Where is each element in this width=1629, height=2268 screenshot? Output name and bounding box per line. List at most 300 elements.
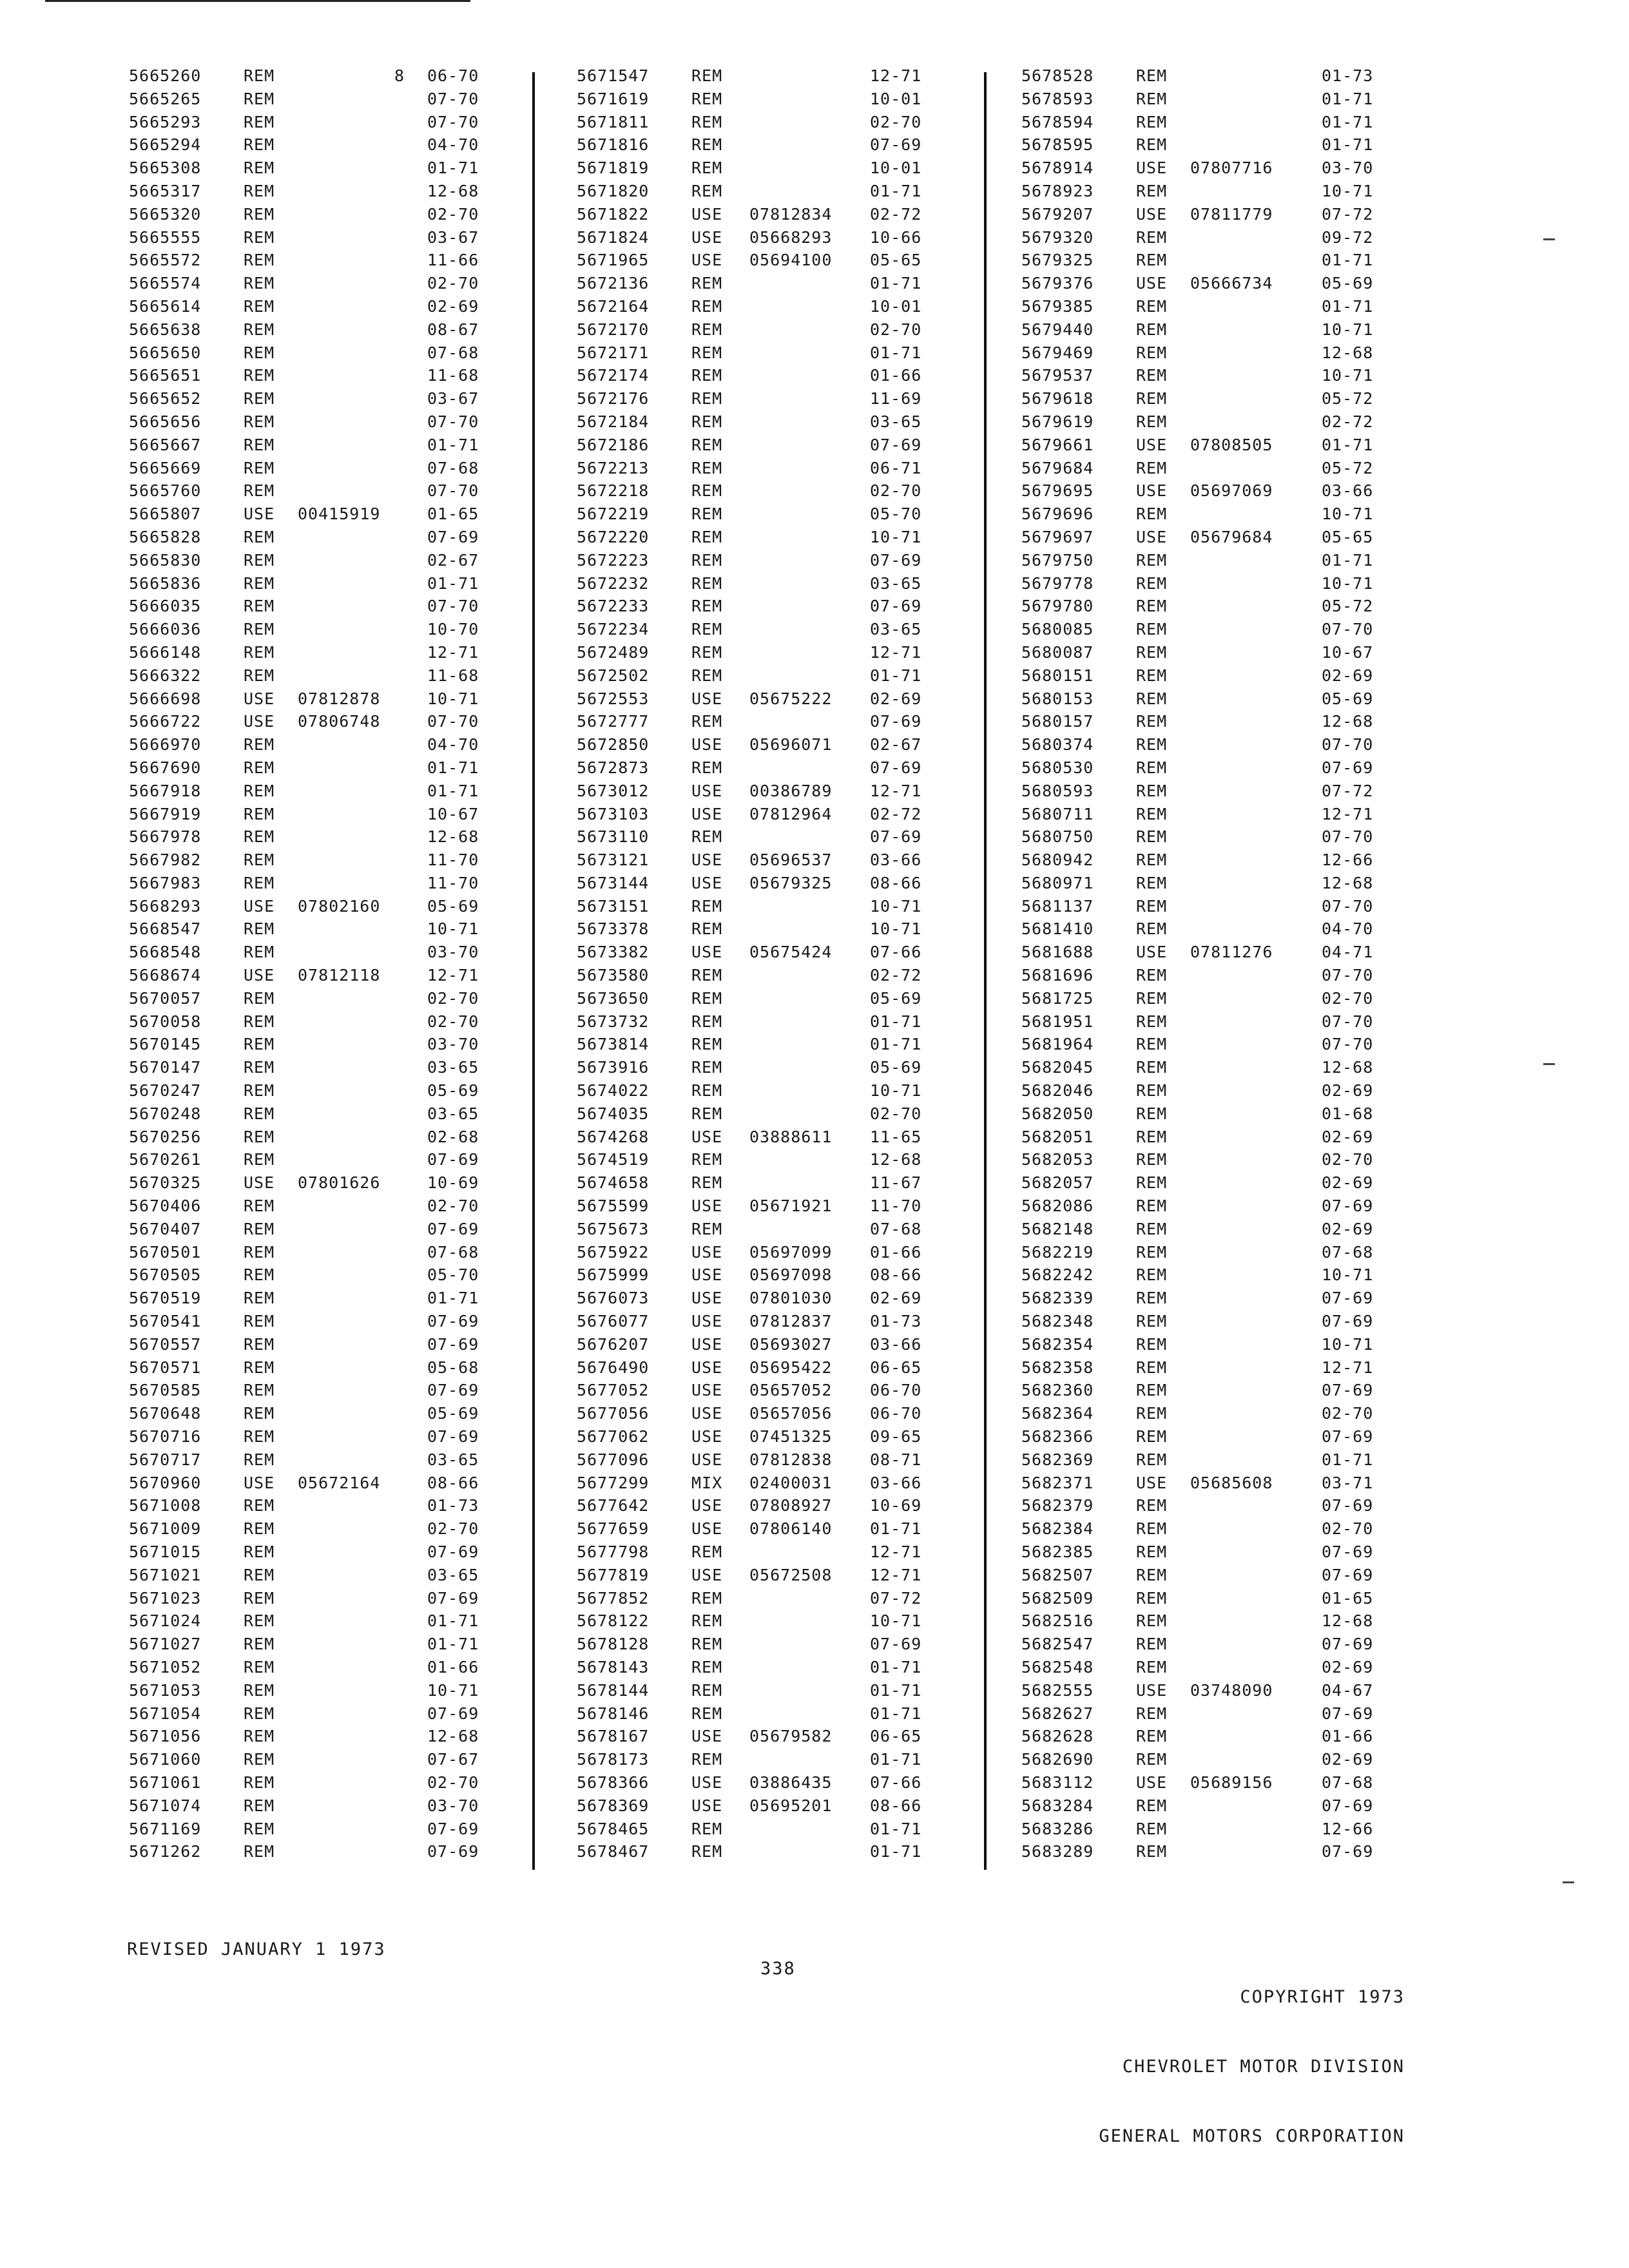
date-code: 01-71 — [870, 1519, 922, 1539]
date-code: 11-67 — [870, 1173, 922, 1193]
date-code: 03-67 — [427, 389, 479, 408]
action-code: REM — [691, 758, 723, 777]
part-number: 5680157 — [1021, 712, 1094, 731]
division-line: CHEVROLET MOTOR DIVISION — [1122, 2057, 1405, 2077]
action-code: REM — [244, 804, 275, 823]
date-code: 01-71 — [427, 159, 479, 178]
part-number: 5678366 — [577, 1773, 650, 1792]
date-code: 07-69 — [870, 597, 922, 616]
date-code: 07-70 — [427, 481, 479, 501]
action-code: REM — [691, 274, 723, 293]
date-code: 07-69 — [1322, 1842, 1374, 1861]
action-code: REM — [244, 458, 275, 477]
action-code: REM — [1136, 505, 1168, 524]
action-code: REM — [244, 1265, 275, 1285]
part-number: 5680151 — [1021, 666, 1094, 685]
date-code: 07-69 — [1322, 1427, 1374, 1446]
part-number: 5679661 — [1021, 435, 1094, 454]
action-code: REM — [691, 435, 723, 454]
action-code: REM — [244, 89, 275, 108]
part-number: 5671819 — [577, 159, 650, 178]
action-code: REM — [1136, 296, 1168, 316]
action-code: REM — [244, 1334, 275, 1354]
part-number: 5671824 — [577, 227, 650, 247]
part-number: 5672502 — [577, 666, 650, 685]
date-code: 02-69 — [1322, 1127, 1374, 1146]
action-code: USE — [1136, 435, 1168, 454]
action-code: REM — [691, 89, 723, 108]
part-number: 5665652 — [129, 389, 202, 408]
replacement-number: 05668293 — [749, 227, 833, 247]
replacement-number: 05657056 — [749, 1404, 833, 1423]
part-number: 5666722 — [129, 712, 202, 731]
date-code: 02-72 — [870, 804, 922, 823]
date-code: 01-71 — [870, 1704, 922, 1723]
part-number: 5681964 — [1021, 1035, 1094, 1054]
part-number: 5670541 — [129, 1312, 202, 1331]
date-code: 01-71 — [427, 1289, 479, 1308]
action-code: REM — [1136, 89, 1168, 108]
action-code: REM — [244, 1750, 275, 1769]
date-code: 01-71 — [870, 1842, 922, 1861]
part-number: 5670585 — [129, 1381, 202, 1400]
action-code: REM — [691, 573, 723, 593]
date-code: 01-66 — [870, 366, 922, 385]
date-code: 02-69 — [1322, 1657, 1374, 1677]
action-code: REM — [1136, 1265, 1168, 1285]
part-number: 5670057 — [129, 988, 202, 1008]
date-code: 08-71 — [870, 1450, 922, 1469]
part-number: 5683112 — [1021, 1773, 1094, 1792]
part-number: 5671027 — [129, 1635, 202, 1654]
part-number: 5682086 — [1021, 1196, 1094, 1216]
part-number: 5670145 — [129, 1035, 202, 1054]
date-code: 04-70 — [427, 735, 479, 754]
action-code: REM — [691, 1104, 723, 1123]
revised-date: REVISED JANUARY 1 1973 — [127, 1939, 386, 1959]
date-code: 11-70 — [427, 850, 479, 870]
date-code: 02-70 — [427, 1196, 479, 1216]
action-code: REM — [1136, 1565, 1168, 1584]
action-code: USE — [691, 735, 723, 754]
date-code: 10-71 — [1322, 505, 1374, 524]
part-number: 5681137 — [1021, 896, 1094, 916]
date-code: 10-71 — [427, 919, 479, 939]
action-code: REM — [691, 827, 723, 847]
date-code: 01-73 — [427, 1496, 479, 1515]
action-code: REM — [691, 1542, 723, 1561]
date-code: 07-69 — [870, 435, 922, 454]
action-code: REM — [244, 251, 275, 270]
part-number: 5679619 — [1021, 412, 1094, 431]
date-code: 07-69 — [870, 827, 922, 847]
date-code: 01-71 — [1322, 112, 1374, 131]
part-number: 5673580 — [577, 966, 650, 985]
part-number: 5681688 — [1021, 943, 1094, 962]
part-number: 5675599 — [577, 1196, 650, 1216]
date-code: 08-66 — [870, 873, 922, 892]
part-number: 5672220 — [577, 527, 650, 546]
replacement-number: 05697069 — [1190, 481, 1273, 501]
action-code: REM — [244, 1657, 275, 1677]
date-code: 12-71 — [870, 66, 922, 85]
part-number: 5673121 — [577, 850, 650, 870]
part-number: 5678595 — [1021, 135, 1094, 155]
action-code: REM — [244, 135, 275, 155]
action-code: REM — [244, 159, 275, 178]
part-number: 5678467 — [577, 1842, 650, 1861]
part-number: 5665260 — [129, 66, 202, 85]
part-number: 5670406 — [129, 1196, 202, 1216]
action-code: USE — [691, 204, 723, 224]
part-number: 5682516 — [1021, 1611, 1094, 1631]
action-code: REM — [1136, 1012, 1168, 1031]
part-number: 5682690 — [1021, 1750, 1094, 1769]
date-code: 03-70 — [427, 943, 479, 962]
action-code: USE — [244, 966, 275, 985]
part-number: 5679325 — [1021, 251, 1094, 270]
date-code: 06-70 — [870, 1404, 922, 1423]
action-code: USE — [691, 1242, 723, 1262]
part-number: 5682628 — [1021, 1727, 1094, 1746]
action-code: REM — [1136, 597, 1168, 616]
action-code: USE — [1136, 1680, 1168, 1700]
date-code: 12-71 — [870, 1565, 922, 1584]
action-code: REM — [1136, 1381, 1168, 1400]
action-code: REM — [1136, 1312, 1168, 1331]
replacement-number: 05696071 — [749, 735, 833, 754]
date-code: 12-66 — [1322, 1819, 1374, 1838]
replacement-number: 07808927 — [749, 1496, 833, 1515]
action-code: REM — [244, 1680, 275, 1700]
date-code: 07-69 — [1322, 1796, 1374, 1815]
part-number: 5682045 — [1021, 1058, 1094, 1077]
date-code: 07-70 — [1322, 896, 1374, 916]
date-code: 03-65 — [870, 620, 922, 639]
part-number: 5680530 — [1021, 758, 1094, 777]
date-code: 10-67 — [1322, 642, 1374, 662]
part-number: 5672170 — [577, 320, 650, 339]
copyright-line: COPYRIGHT 1973 — [1240, 1987, 1405, 2007]
replacement-number: 07807716 — [1190, 159, 1273, 178]
margin-mark — [1563, 1881, 1574, 1883]
action-code: REM — [1136, 1173, 1168, 1193]
part-number: 5681696 — [1021, 966, 1094, 985]
part-number: 5671262 — [129, 1842, 202, 1861]
part-number: 5674268 — [577, 1127, 650, 1146]
part-number: 5682053 — [1021, 1150, 1094, 1169]
date-code: 03-70 — [1322, 159, 1374, 178]
part-number: 5682385 — [1021, 1542, 1094, 1561]
part-number: 5671024 — [129, 1611, 202, 1631]
part-number: 5672184 — [577, 412, 650, 431]
part-number: 5682050 — [1021, 1104, 1094, 1123]
action-code: REM — [244, 1773, 275, 1792]
action-code: REM — [691, 1750, 723, 1769]
replacement-number: 07812964 — [749, 804, 833, 823]
part-number: 5670261 — [129, 1150, 202, 1169]
part-number: 5671820 — [577, 181, 650, 200]
action-code: REM — [1136, 1219, 1168, 1238]
action-code: REM — [1136, 1842, 1168, 1861]
date-code: 10-71 — [870, 1611, 922, 1631]
action-code: REM — [244, 1081, 275, 1100]
date-code: 10-66 — [870, 227, 922, 247]
date-code: 01-71 — [1322, 435, 1374, 454]
part-number: 5681725 — [1021, 988, 1094, 1008]
part-number: 5678146 — [577, 1704, 650, 1723]
replacement-number: 05697098 — [749, 1265, 833, 1285]
part-number: 5670501 — [129, 1242, 202, 1262]
part-number: 5667982 — [129, 850, 202, 870]
action-code: REM — [244, 1358, 275, 1377]
date-code: 01-71 — [870, 1657, 922, 1677]
part-number: 5668547 — [129, 919, 202, 939]
action-code: REM — [1136, 1127, 1168, 1146]
action-code: REM — [244, 389, 275, 408]
date-code: 01-71 — [870, 1819, 922, 1838]
replacement-number: 07812118 — [298, 966, 381, 985]
part-number: 5672223 — [577, 550, 650, 570]
action-code: REM — [1136, 135, 1168, 155]
part-number: 5681410 — [1021, 919, 1094, 939]
action-code: REM — [244, 320, 275, 339]
action-code: REM — [1136, 1035, 1168, 1054]
action-code: REM — [1136, 873, 1168, 892]
action-code: REM — [691, 1680, 723, 1700]
part-number: 5682148 — [1021, 1219, 1094, 1238]
date-code: 05-69 — [870, 988, 922, 1008]
part-number: 5682057 — [1021, 1173, 1094, 1193]
part-number: 5671965 — [577, 251, 650, 270]
date-code: 11-68 — [427, 366, 479, 385]
action-code: REM — [691, 642, 723, 662]
date-code: 06-65 — [870, 1727, 922, 1746]
date-code: 12-71 — [427, 642, 479, 662]
action-code: REM — [691, 1635, 723, 1654]
replacement-number: 00415919 — [298, 505, 381, 524]
date-code: 07-70 — [1322, 620, 1374, 639]
part-number: 5680971 — [1021, 873, 1094, 892]
action-code: REM — [1136, 1519, 1168, 1539]
date-code: 03-66 — [870, 1334, 922, 1354]
part-number: 5665830 — [129, 550, 202, 570]
action-code: REM — [244, 1104, 275, 1123]
part-number: 5671060 — [129, 1750, 202, 1769]
action-code: REM — [244, 1150, 275, 1169]
replacement-number: 07801626 — [298, 1173, 381, 1193]
part-number: 5665308 — [129, 159, 202, 178]
part-number: 5673382 — [577, 943, 650, 962]
part-number: 5682366 — [1021, 1427, 1094, 1446]
date-code: 02-69 — [1322, 1081, 1374, 1100]
date-code: 03-66 — [1322, 481, 1374, 501]
action-code: REM — [244, 1842, 275, 1861]
action-code: REM — [244, 1058, 275, 1077]
part-number: 5671816 — [577, 135, 650, 155]
part-number: 5673151 — [577, 896, 650, 916]
action-code: REM — [691, 112, 723, 131]
part-number: 5665669 — [129, 458, 202, 477]
action-code: REM — [691, 620, 723, 639]
part-number: 5682046 — [1021, 1081, 1094, 1100]
column-divider-2 — [984, 72, 987, 1870]
date-code: 02-70 — [427, 204, 479, 224]
date-code: 10-70 — [427, 620, 479, 639]
replacement-number: 07811276 — [1190, 943, 1273, 962]
part-number: 5671822 — [577, 204, 650, 224]
date-code: 10-71 — [870, 527, 922, 546]
replacement-number: 05679582 — [749, 1727, 833, 1746]
part-number: 5677062 — [577, 1427, 650, 1446]
date-code: 10-01 — [870, 296, 922, 316]
date-code: 02-70 — [427, 988, 479, 1008]
action-code: REM — [244, 943, 275, 962]
action-code: USE — [1136, 204, 1168, 224]
date-code: 10-71 — [870, 1081, 922, 1100]
date-code: 07-69 — [870, 758, 922, 777]
part-number: 5670557 — [129, 1334, 202, 1354]
date-code: 03-70 — [427, 1796, 479, 1815]
part-number: 5671074 — [129, 1796, 202, 1815]
part-number: 5665807 — [129, 505, 202, 524]
part-number: 5680087 — [1021, 642, 1094, 662]
part-number: 5673916 — [577, 1058, 650, 1077]
part-number: 5673378 — [577, 919, 650, 939]
date-code: 02-70 — [1322, 1519, 1374, 1539]
action-code: REM — [691, 527, 723, 546]
date-code: 07-72 — [1322, 204, 1374, 224]
action-code: REM — [691, 66, 723, 85]
part-number: 5671054 — [129, 1704, 202, 1723]
action-code: REM — [244, 1242, 275, 1262]
action-code: REM — [244, 550, 275, 570]
date-code: 11-68 — [427, 666, 479, 685]
action-code: USE — [691, 1196, 723, 1216]
date-code: 11-70 — [427, 873, 479, 892]
part-number: 5679385 — [1021, 296, 1094, 316]
action-code: REM — [1136, 1334, 1168, 1354]
replacement-number: 05697099 — [749, 1242, 833, 1262]
part-number: 5670147 — [129, 1058, 202, 1077]
action-code: REM — [244, 1035, 275, 1054]
part-number: 5679780 — [1021, 597, 1094, 616]
date-code: 07-68 — [427, 458, 479, 477]
part-number: 5677659 — [577, 1519, 650, 1539]
date-code: 12-68 — [870, 1150, 922, 1169]
date-code: 07-69 — [1322, 1289, 1374, 1308]
action-code: REM — [691, 1611, 723, 1631]
part-number: 5674658 — [577, 1173, 650, 1193]
date-code: 07-70 — [1322, 827, 1374, 847]
action-code: REM — [244, 666, 275, 685]
part-number: 5670519 — [129, 1289, 202, 1308]
part-number: 5668674 — [129, 966, 202, 985]
action-code: REM — [244, 873, 275, 892]
date-code: 07-69 — [1322, 1381, 1374, 1400]
date-code: 05-69 — [427, 1404, 479, 1423]
date-code: 02-69 — [1322, 1750, 1374, 1769]
date-code: 02-67 — [427, 550, 479, 570]
part-number: 5667983 — [129, 873, 202, 892]
part-number: 5680153 — [1021, 689, 1094, 708]
date-code: 07-69 — [427, 1381, 479, 1400]
replacement-number: 05675424 — [749, 943, 833, 962]
date-code: 07-69 — [1322, 1496, 1374, 1515]
part-number: 5678143 — [577, 1657, 650, 1677]
replacement-number: 05685608 — [1190, 1473, 1273, 1492]
date-code: 07-69 — [870, 550, 922, 570]
part-number: 5682360 — [1021, 1381, 1094, 1400]
date-code: 05-68 — [427, 1358, 479, 1377]
part-number: 5679696 — [1021, 505, 1094, 524]
replacement-number: 05689156 — [1190, 1773, 1273, 1792]
action-code: REM — [1136, 620, 1168, 639]
replacement-number: 05675222 — [749, 689, 833, 708]
date-code: 12-68 — [1322, 1058, 1374, 1077]
part-number: 5682358 — [1021, 1358, 1094, 1377]
part-number: 5679778 — [1021, 573, 1094, 593]
action-code: REM — [244, 1450, 275, 1469]
action-code: REM — [691, 412, 723, 431]
date-code: 01-71 — [870, 1750, 922, 1769]
action-code: REM — [244, 1819, 275, 1838]
action-code: REM — [691, 181, 723, 200]
date-code: 07-70 — [427, 412, 479, 431]
action-code: REM — [691, 481, 723, 501]
date-code: 12-68 — [1322, 712, 1374, 731]
part-number: 5682548 — [1021, 1657, 1094, 1677]
date-code: 12-68 — [427, 1727, 479, 1746]
action-code: REM — [244, 227, 275, 247]
action-code: USE — [691, 1450, 723, 1469]
date-code: 01-71 — [870, 343, 922, 362]
action-code: REM — [244, 1704, 275, 1723]
date-code: 07-69 — [427, 1312, 479, 1331]
part-number: 5674022 — [577, 1081, 650, 1100]
action-code: REM — [1136, 412, 1168, 431]
action-code: USE — [691, 1727, 723, 1746]
date-code: 03-70 — [427, 1035, 479, 1054]
part-number: 5668548 — [129, 943, 202, 962]
action-code: REM — [1136, 689, 1168, 708]
date-code: 07-68 — [1322, 1242, 1374, 1262]
part-number: 5680942 — [1021, 850, 1094, 870]
part-number: 5672176 — [577, 389, 650, 408]
action-code: REM — [691, 712, 723, 731]
part-number: 5672233 — [577, 597, 650, 616]
part-number: 5672234 — [577, 620, 650, 639]
date-code: 10-71 — [870, 919, 922, 939]
date-code: 02-70 — [427, 1012, 479, 1031]
action-code: REM — [691, 505, 723, 524]
date-code: 01-73 — [1322, 66, 1374, 85]
part-number: 5670505 — [129, 1265, 202, 1285]
date-code: 07-72 — [870, 1588, 922, 1608]
action-code: REM — [691, 1058, 723, 1077]
action-code: USE — [691, 1796, 723, 1815]
part-number: 5682555 — [1021, 1680, 1094, 1700]
date-code: 02-70 — [1322, 988, 1374, 1008]
part-number: 5677056 — [577, 1404, 650, 1423]
date-code: 03-66 — [870, 850, 922, 870]
replacement-number: 07451325 — [749, 1427, 833, 1446]
date-code: 07-70 — [1322, 966, 1374, 985]
part-number: 5677052 — [577, 1381, 650, 1400]
part-number: 5673732 — [577, 1012, 650, 1031]
date-code: 07-69 — [427, 1542, 479, 1561]
part-number: 5682547 — [1021, 1635, 1094, 1654]
